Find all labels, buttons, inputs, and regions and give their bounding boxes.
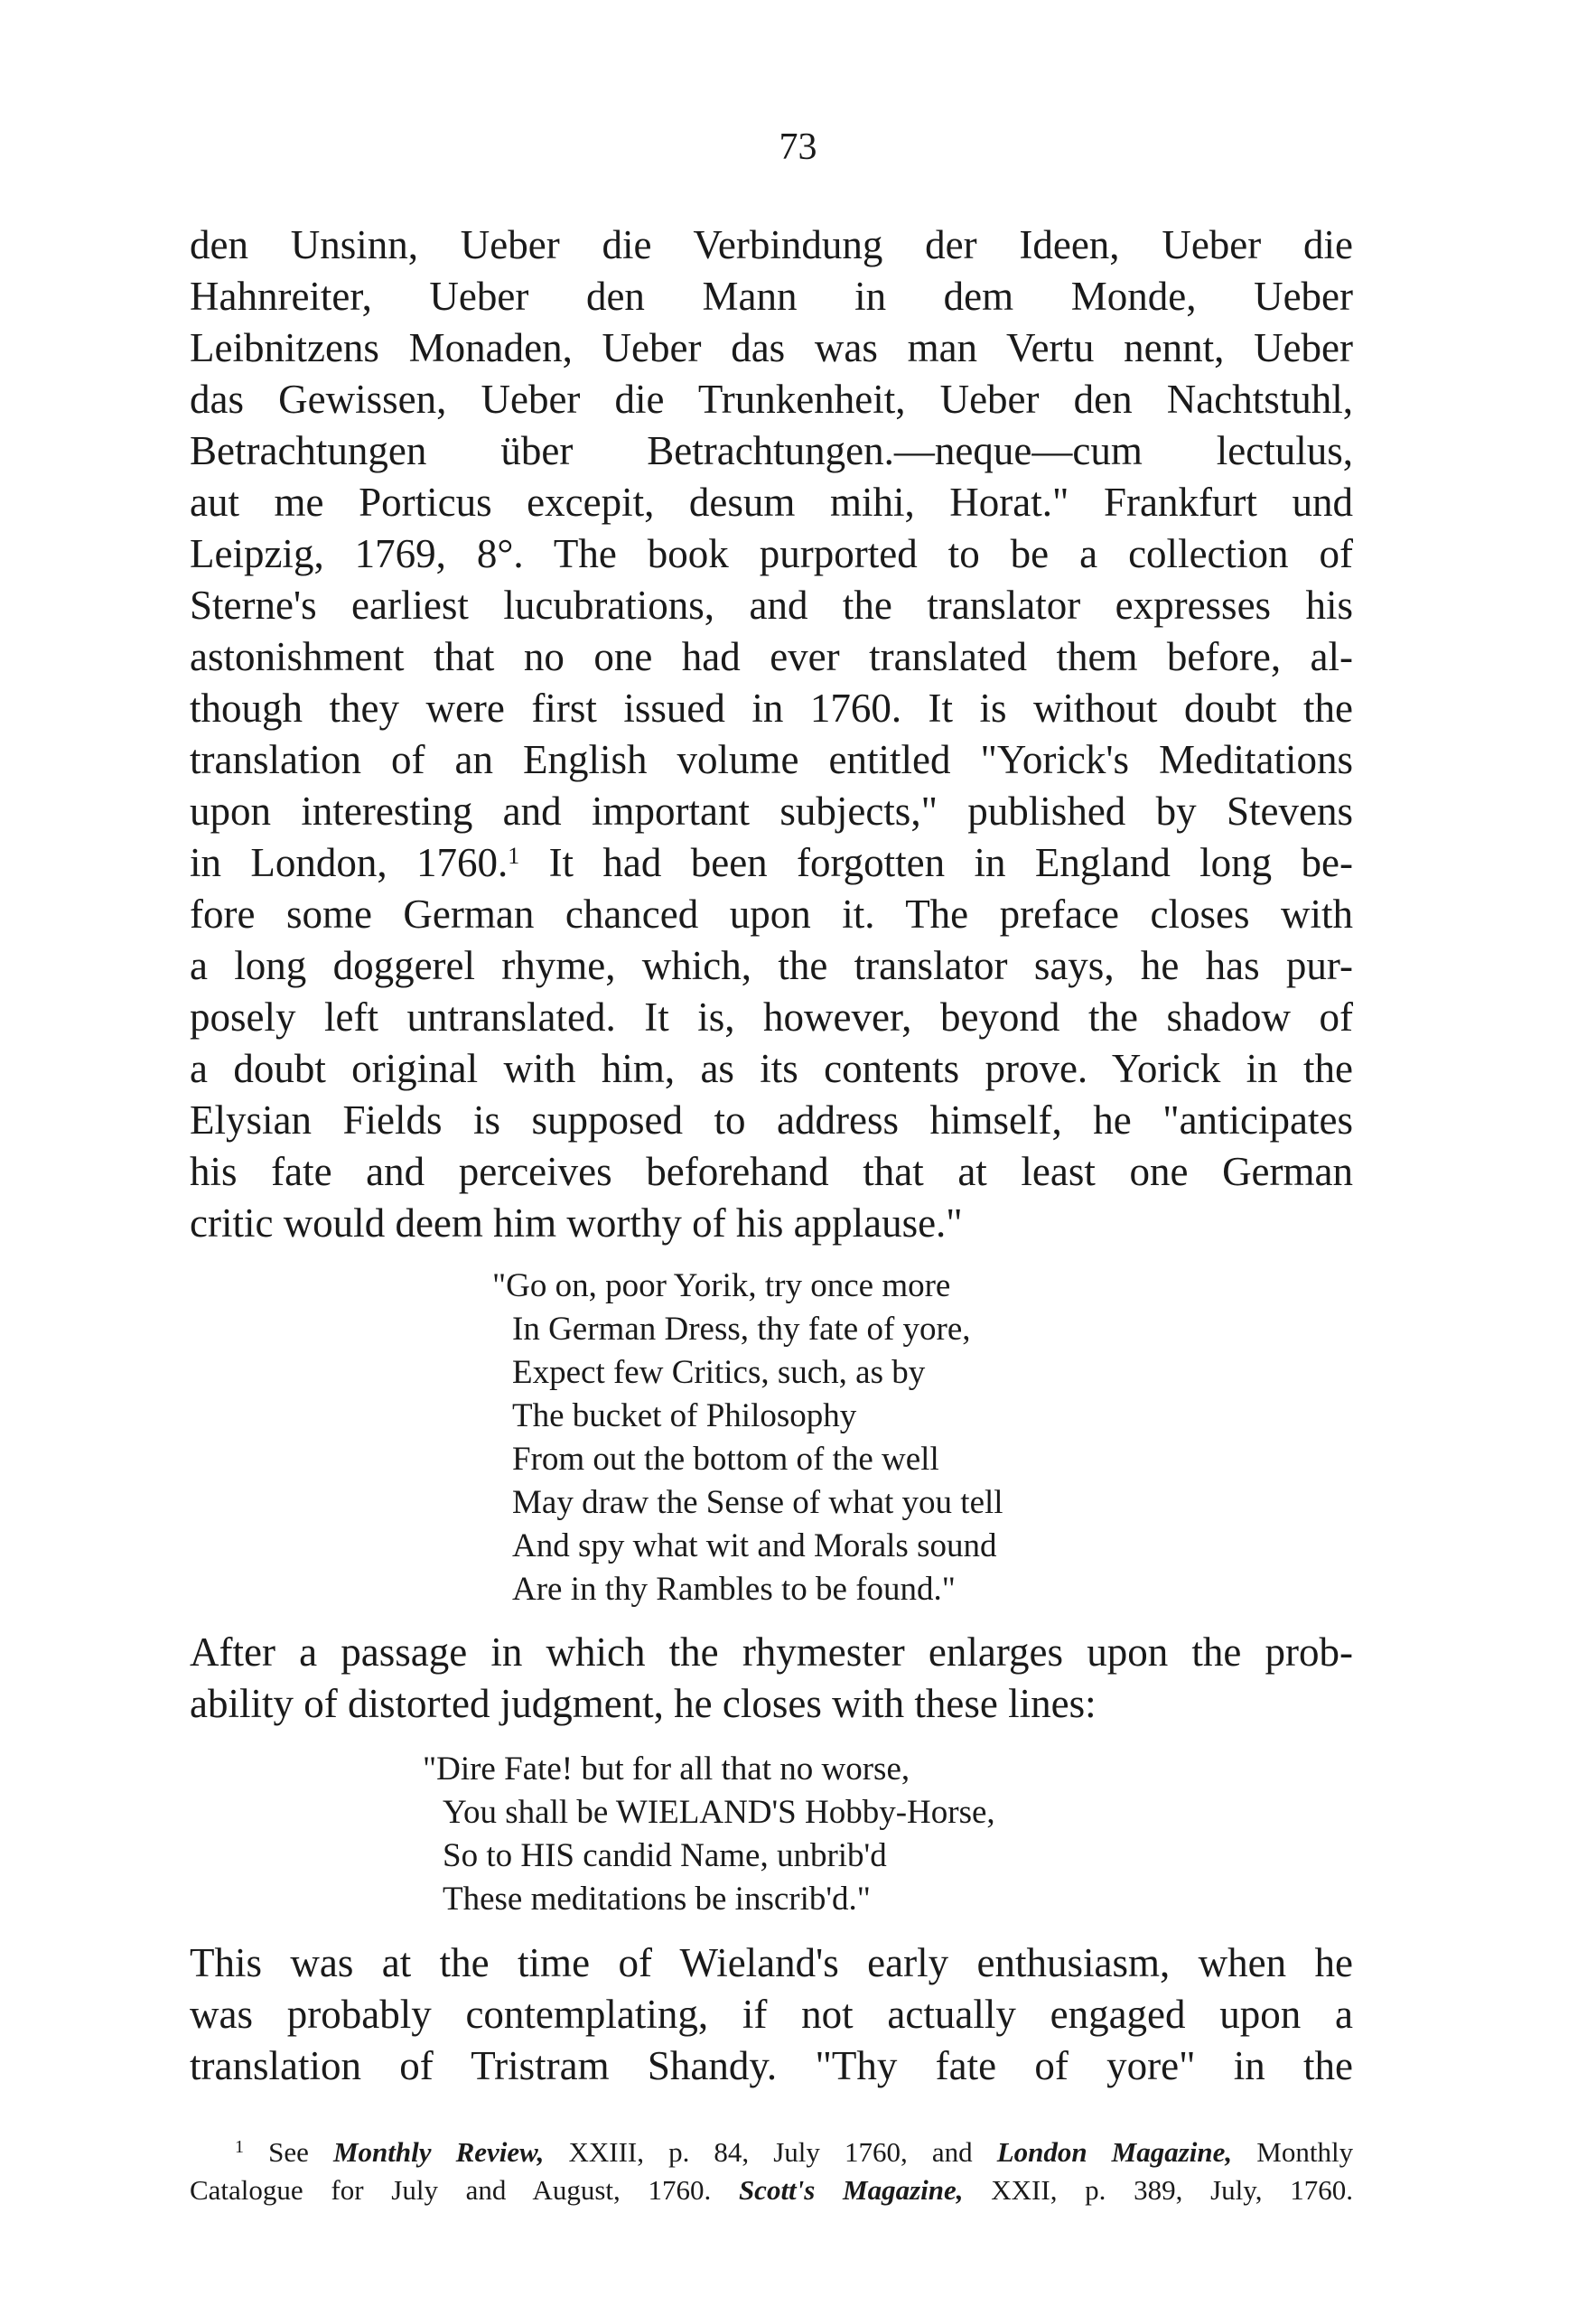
verse-line: "Go on, poor Yorik, try once more	[492, 1267, 951, 1304]
text-line: upon interesting and important subjects," published by Stevens	[190, 789, 1353, 834]
text-line: his fate and perceives beforehand that at least one German	[190, 1149, 1353, 1194]
verse-line: The bucket of Philosophy	[512, 1397, 857, 1434]
footnote-reference: 1	[508, 843, 520, 869]
text-line: translation of Tristram Shandy. "Thy fate of yore" in the	[190, 2043, 1353, 2088]
journal-title: London Magazine,	[996, 2136, 1233, 2168]
text-line: After a passage in which the rhymester enlarges upon the prob-	[190, 1629, 1353, 1675]
text-line: Sterne's earliest lucubrations, and the translator expresses his	[190, 583, 1353, 628]
text-line-with-footnote	[190, 837, 1353, 889]
footnote-text: Catalogue for July and August, 1760.	[190, 2174, 712, 2206]
verse-line: These meditations be inscrib'd."	[443, 1881, 871, 1918]
text-line: critic would deem him worthy of his applause."	[190, 1200, 963, 1246]
footnote-text: XXIII, p. 84, July 1760, and	[568, 2136, 973, 2168]
footnote	[190, 2133, 1353, 2209]
text-line: Leipzig, 1769, 8°. The book purported to be a collection of	[190, 531, 1353, 576]
text-line: though they were first issued in 1760. It is without doubt the	[190, 686, 1353, 731]
footnote-text: See	[268, 2136, 309, 2168]
text-line: das Gewissen, Ueber die Trunkenheit, Ueber den Nachtstuhl,	[190, 377, 1353, 422]
page-number: 73	[779, 126, 817, 168]
verse-line: In German Dress, thy fate of yore,	[512, 1311, 971, 1348]
text-line: Hahnreiter, Ueber den Mann in dem Monde, Ueber	[190, 274, 1353, 319]
journal-title: Monthly Review,	[332, 2136, 545, 2168]
text-line: ability of distorted judgment, he closes with these lines:	[190, 1681, 1097, 1726]
text-line: a long doggerel rhyme, which, the translator says, he has pur-	[190, 943, 1353, 988]
footnote-marker: 1	[235, 2137, 244, 2157]
text-line: Betrachtungen über Betrachtungen.—neque—cum lectulus,	[190, 428, 1353, 473]
text-line: translation of an English volume entitled "Yorick's Meditations	[190, 737, 1353, 782]
verse-line: You shall be WIELAND'S Hobby-Horse,	[443, 1794, 995, 1831]
verse-line: Expect few Critics, such, as by	[512, 1354, 926, 1391]
journal-title: Scott's Magazine,	[738, 2174, 964, 2206]
footnote-line	[190, 2171, 1353, 2209]
text-line: This was at the time of Wieland's early enthusiasm, when he	[190, 1940, 1353, 1985]
text-line: was probably contemplating, if not actually engaged upon a	[190, 1992, 1353, 2037]
verse-line: "Dire Fate! but for all that no worse,	[423, 1751, 910, 1788]
line-start: in London, 1760.	[190, 840, 509, 885]
text-line: den Unsinn, Ueber die Verbindung der Ideen, Ueber die	[190, 222, 1353, 267]
text-line: Leibnitzens Monaden, Ueber das was man Vertu nennt, Ueber	[190, 325, 1353, 370]
text-line: fore some German chanced upon it. The preface closes with	[190, 892, 1353, 937]
verse-line: May draw the Sense of what you tell	[512, 1484, 1003, 1521]
line-end: It had been forgotten in England long be-	[548, 840, 1353, 885]
text-line: posely left untranslated. It is, however, beyond the shadow of	[190, 994, 1353, 1040]
verse-quotation-2	[423, 1748, 995, 1921]
verse-line: And spy what wit and Morals sound	[512, 1527, 997, 1564]
paragraph-1	[190, 219, 1353, 1249]
paragraph-2	[190, 1627, 1353, 1730]
verse-quotation-1	[492, 1265, 1003, 1611]
verse-line: Are in thy Rambles to be found."	[512, 1571, 956, 1608]
paragraph-3	[190, 1937, 1353, 2092]
footnote-text: XXII, p. 389, July, 1760.	[991, 2174, 1353, 2206]
text-line: aut me Porticus excepit, desum mihi, Horat." Frankfurt und	[190, 480, 1353, 525]
footnote-text: Monthly	[1256, 2136, 1354, 2168]
text-line: Elysian Fields is supposed to address himself, he "anticipates	[190, 1097, 1353, 1143]
text-line: a doubt original with him, as its contents prove. Yorick in the	[190, 1046, 1353, 1091]
text-line: astonishment that no one had ever translated them before, al-	[190, 634, 1353, 679]
verse-line: So to HIS candid Name, unbrib'd	[443, 1837, 887, 1874]
verse-line: From out the bottom of the well	[512, 1441, 939, 1478]
footnote-line	[190, 2133, 1353, 2171]
